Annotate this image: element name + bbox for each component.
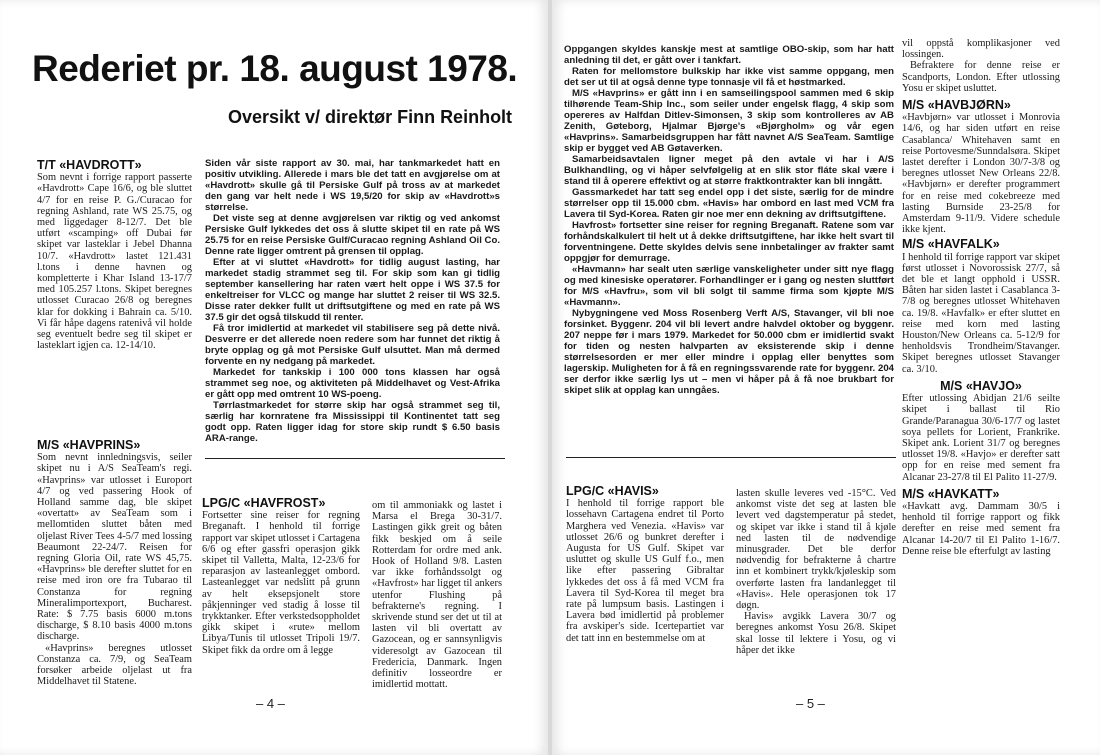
havbjorn-heading: M/S «HAVBJØRN» xyxy=(902,98,1011,113)
havkatt-text: «Havkatt avg. Dammam 30/5 i henhold til forrige rapport og fikk derefter en reise med sement fra Alcanar 14-20/7 til El Palito 1-16/7. Denne reise ble efterfulgt av lasting xyxy=(902,500,1060,557)
market-paragraph: Oppgangen skyldes kanskje mest at samtlige OBO-skip, som har hatt anledning til det, er gått over i tankfart. xyxy=(564,44,894,66)
page-subtitle: Oversikt v/ direktør Finn Reinholt xyxy=(228,107,513,127)
market-paragraph: Det viste seg at denne avgjørelsen var riktig og ved ankomst Persiske Gulf lykkedes det oss å slutte skipet til en rate på WS 25.75 for en reise Persiske Gulf/Curacao regning Ashland Oil Co. Denne rate ligger omtrent på grensen til opplag. xyxy=(205,213,500,257)
havfrost-section xyxy=(202,498,360,698)
havis-heading: LPG/C «HAVIS» xyxy=(566,486,659,498)
havis-text: I henhold til forrige rapport ble lossehavn Cartagena endret til Porto Marghera ved Venezia. «Havis» var utlosset 26/6 og bunkret derefter i Augusta for US Gulf. Skipet var usluttet og skulle US Gulf f.o., men like efter passering Gibraltar lykkedes det oss å få med VCM fra Lavera til Syd-Korea til meget bra rate på lumpsum basis. Lastingen i Lavera bød imidlertid på problemer fra avskiper's side. Icertepartiet var det tatt inn en bestemmelse om at xyxy=(566,498,724,644)
havis-section xyxy=(566,486,724,701)
havfrost-continued xyxy=(372,500,502,700)
havdrott-section xyxy=(37,160,192,450)
havprins-paragraph: Som nevnt innledningsvis, seiler skipet nu i A/S SeaTeam's regi. «Havprins» var utlosset i Europort 4/7 og ved passering Hook of Holland samme dag, ble skipet «overtatt» av SeaTeam som i mellomtiden sluttet båten med oljelast River Tees 4-5/7 med lossing Beaumont 22-24/7. Reisen for regning Gloria Oil, rate WS 45,75. «Havprins» ble derefter sluttet for en reise med iron ore fra Tubarao til Constanza for regning Mineralimportexport, Bucharest. Rate: $ 7.75 basis 6000 m.tons discharge, $ 8.10 basis 4000 m.tons discharge. xyxy=(37,452,192,643)
havjo-heading: M/S «HAVJO» xyxy=(940,378,1022,393)
havis-continued xyxy=(736,488,896,683)
havprins-section xyxy=(37,440,192,715)
sidebar-intro: vil oppstå komplikasjoner ved lossingen. xyxy=(902,38,1060,61)
page-number: – 4 – xyxy=(256,696,285,711)
havkatt-heading: M/S «HAVKATT» xyxy=(902,486,1000,501)
market-paragraph: Tørrlastmarkedet for større skip har også strammet seg til, særlig har kornratene fra Mississippi til Kontinentet tatt seg godt opp. Raten ligger idag for store skip rundt $ 6.50 basis ARA-range. xyxy=(205,400,500,444)
section-divider xyxy=(566,457,896,458)
havbjorn-text: «Havbjørn» var utlosset i Monrovia 14/6, og har siden utført en reise Casablanca/ Whitehaven samt en reise Portovesme/Sunndalsøra. Skipet lastet derefter i London 30/7-3/8 og beregnes utlosset New Orleans 22/8. «Havbjørn» er derefter programmert for en reise med cokebreeze med lasting Burnside 23-25/8 for Amsterdam 9-11/9. Videre schedule ikke kjent. xyxy=(902,112,1060,236)
havfrost-text-continued: om til ammoniakk og lastet i Marsa el Brega 30-31/7. Lastingen gikk greit og båten fikk beskjed om å seile Rotterdam for ordre med ank. Hook of Holland 9/8. Lasten var ikke forhåndssolgt og «Havfrost» har ligget til ankers utenfor Flushing på befrakterne's regning. I skrivende stund ser det ut til at lasten vil bli overtatt av Gazocean, og er sannsynligvis videresolgt av Gazocean til Fredericia, Danmark. Ingen definitiv losseordre er imidlertid mottatt. xyxy=(372,500,502,691)
market-paragraph: Markedet for tankskip i 100 000 tons klassen har også strammet seg noe, og aktiviteten på Middelhavet og Vest-Afrika er gått opp med omtrent 10 WS-poeng. xyxy=(205,367,500,400)
market-paragraph: «Havmann» har sealt uten særlige vanskeligheter under sitt nye flagg og med kinesiske operatører. Forhandlinger er i gang og nesten sluttført for M/S «Havfru», som vil bli solgt til samme firma som kjøpte M/S «Havmann». xyxy=(564,264,894,308)
left-page xyxy=(0,0,548,755)
market-paragraph: Siden vår siste rapport av 30. mai, har tankmarkedet hatt en positiv utvikling. Allerede i mars ble det tatt en avgjørelse om at «Havdrott» skulle gå til Persiske Gulf på tross av at markedet den gang var helt nede i WS 19,5/20 for skip av «Havdrott»s størrelse. xyxy=(205,158,500,213)
havis-text-continued: lasten skulle leveres ved -15°C. Ved ankomst viste det seg at lasten ble levert ved dagstemperatur på stedet, og skipet var ikke i stand til å kjøle ned lasten til de nødvendige minusgrader. Det ble derfor nødvendig for befrakterne å chartre inn et kombinert trykk/kjøleskip som overførte lasten fra landanlegget til «Havis». Hele operasjonen tok 17 døgn. xyxy=(736,488,896,612)
market-report xyxy=(205,158,500,468)
market-paragraph: Få tror imidlertid at markedet vil stabilisere seg på dette nivå. Desverre er det allerede noen redere som har funnet det riktig å bryte opplag og gå mot Persiske Gulf ulsuttet. Man må dermed forvente en ny nedgang på markedet. xyxy=(205,323,500,367)
section-divider xyxy=(205,458,505,459)
havprins-paragraph: «Havprins» beregnes utlosset Constanza ca. 7/9, og SeaTeam forsøker arbeide oljelast ut fra Middelhavet til Statene. xyxy=(37,642,192,688)
market-paragraph: Raten for mellomstore bulkskip har ikke vist samme oppgang, men det ser ut til at også denne type tonnasje vil få et høstmarked. xyxy=(564,66,894,88)
sidebar-intro: Befraktere for denne reise er Scandports, London. Efter utlossing Yosu er skipet usluttet. xyxy=(902,60,1060,94)
havfrost-text: Fortsetter sine reiser for regning Breganaft. I henhold til forrige rapport var skipet utlosset i Cartagena 6/6 og efter gassfri operasjon gikk skipet til Valletta, Malta, 12-23/6 for reparasjon av lasteanlegget ombord. Lasteanlegget var nedslitt på grunn av helt eksepsjonelt store påkjenninger ved stadig å losse til trykktanker. Efter verkstedsoppholdet gikk skipet i «rute» mellom Libya/Tunis til utlosset Tripoli 19/7. Skipet fikk da ordre om å legge xyxy=(202,510,360,656)
havfalk-heading: M/S «HAVFALK» xyxy=(902,237,1000,252)
havdrott-heading: T/T «HAVDROTT» xyxy=(37,160,142,172)
havfalk-text: I henhold til forrige rapport var skipet først utlosset i Novorossisk 27/7, så det ble et langt opphold i USSR. Båten har siden lastet i Casablanca 3-7/8 og beregnes utlosset Whitehaven ca. 19/8. «Havfalk» er efter sluttet en reise med korn med lasting Houston/New Orleans ca. 5-12/9 for henholdsvis Trondheim/Stavanger. Skipet beregnes utlosset Stavanger ca. 3/10. xyxy=(902,251,1060,375)
havprins-heading: M/S «HAVPRINS» xyxy=(37,440,141,452)
market-paragraph: Efter at vi sluttet «Havdrott» for tidlig august lasting, har markedet stadig strammet seg til. For skip som kan gi tidlig september kansellering har raten vært helt oppe i WS 37.5 for enkeltreiser for VLCC og mange har sluttet 2 reiser til WS 32.5. Disse rater dekker fullt ut driftsutgiftene og med en rate på WS 37.5 gir det også tilskudd til renter. xyxy=(205,257,500,323)
havjo-text: Efter utlossing Abidjan 21/6 seilte skipet i ballast til Rio Grande/Paranagua 30/6-17/7 og lastet soya pellets for Lorient, Frankrike. Skipet ank. Lorient 31/7 og beregnes utlosset 19/8. «Havjo» er derefter satt opp for en reise med sement fra Alcanar 23-27/8 til El Palito 11-27/9. xyxy=(902,393,1060,483)
havfrost-heading: LPG/C «HAVFROST» xyxy=(202,498,326,510)
page-title: Rederiet pr. 18. august 1978. xyxy=(32,48,518,89)
market-paragraph: M/S «Havprins» er gått inn i en samseilingspool sammen med 6 skip tilhørende Team-Ship Inc., som seiler under engelsk flagg, 4 skip som opereres av Halfdan Ditlev-Simonsen, 3 skip som kontrolleres av AB Zenith, Gøteborg, Hjalmar Bjørge's «Bjørgholm» og vår egen «Havprins». Samarbeidsgruppen har fått navnet A/S SeaTeam. Samtlige skip er bygget ved AB Gøtaverken. xyxy=(564,88,894,154)
market-report-continued xyxy=(564,44,894,434)
page-number: – 5 – xyxy=(796,696,825,711)
market-paragraph: Samarbeidsavtalen ligner meget på den avtale vi har i A/S Bulkhandling, og vi håper selvfølgelig at en slik stor fláte skal være i stand til å operere effektivt og at større fraktkontrakter kan bli inngått. xyxy=(564,154,894,187)
market-paragraph: Havfrost» fortsetter sine reiser for regning Breganaft. Ratene som var forhåndskalkulert til helt ut å dekke driftsutgiftene, har ikke helt svart til forventningene. Dette skyldes delvis sene innbetalinger av frakter samt oppgjør for demurrage. xyxy=(564,220,894,264)
market-paragraph: Nybygningene ved Moss Rosenberg Verft A/S, Stavanger, vil bli noe forsinket. Byggenr. 204 vil bli levert andre halvdel oktober og byggenr. 207 neppe før i mars 1979. Markedet for 50.000 cbm er imidlertid svakt for tiden og nesten halvparten av eksisterende skip i denne størrelsesorden er mer eller mindre i opplag eller benyttes som lagerskip. Muligheten for å få en regningssvarende rate for byggenr. 204 ser derfor ikke særlig lys ut – men vi håper på å få noe brukbart for skipet slik at opplag kan unngåes. xyxy=(564,308,894,396)
havdrott-text: Som nevnt i forrige rapport passerte «Havdrott» Cape 16/6, og ble sluttet 4/7 for en reise P. G./Curacao for regning Ashland, rate WS 25.75, og med liggedager 8-12/7. Det ble utført «scamping» off Dubai før skipet var lasteklar i Jebel Dhanna 10/7. «Havdrott» lastet 121.431 l.tons i denne havnen og kompletterte i Khar Island 13-17/7 med 105.257 l.tons. Skipet beregnes utlosset Curacao 26/8 og beregnes klar for dokking i Bahrain ca. 5/10. Vi får håpe dagens ratenivå vil holde seg eventuelt bedre seg til skipet er lasteklart igjen ca. 12-14/10. xyxy=(37,172,192,352)
ships-sidebar xyxy=(902,38,1060,703)
right-page xyxy=(552,0,1100,755)
market-paragraph: Gassmarkedet har tatt seg endel opp i det siste, særlig for de mindre størrelser opp til 15.000 cbm. «Havis» har ombord en last med VCM fra Lavera til Syd-Korea. Raten gir noe mer enn dekning av driftsutgiftene. xyxy=(564,187,894,220)
havis-text-continued: Havis» avgikk Lavera 30/7 og beregnes ankomst Yosu 26/8. Skipet skal losse til lektere i Yosu, og vi håper det ikke xyxy=(736,611,896,656)
